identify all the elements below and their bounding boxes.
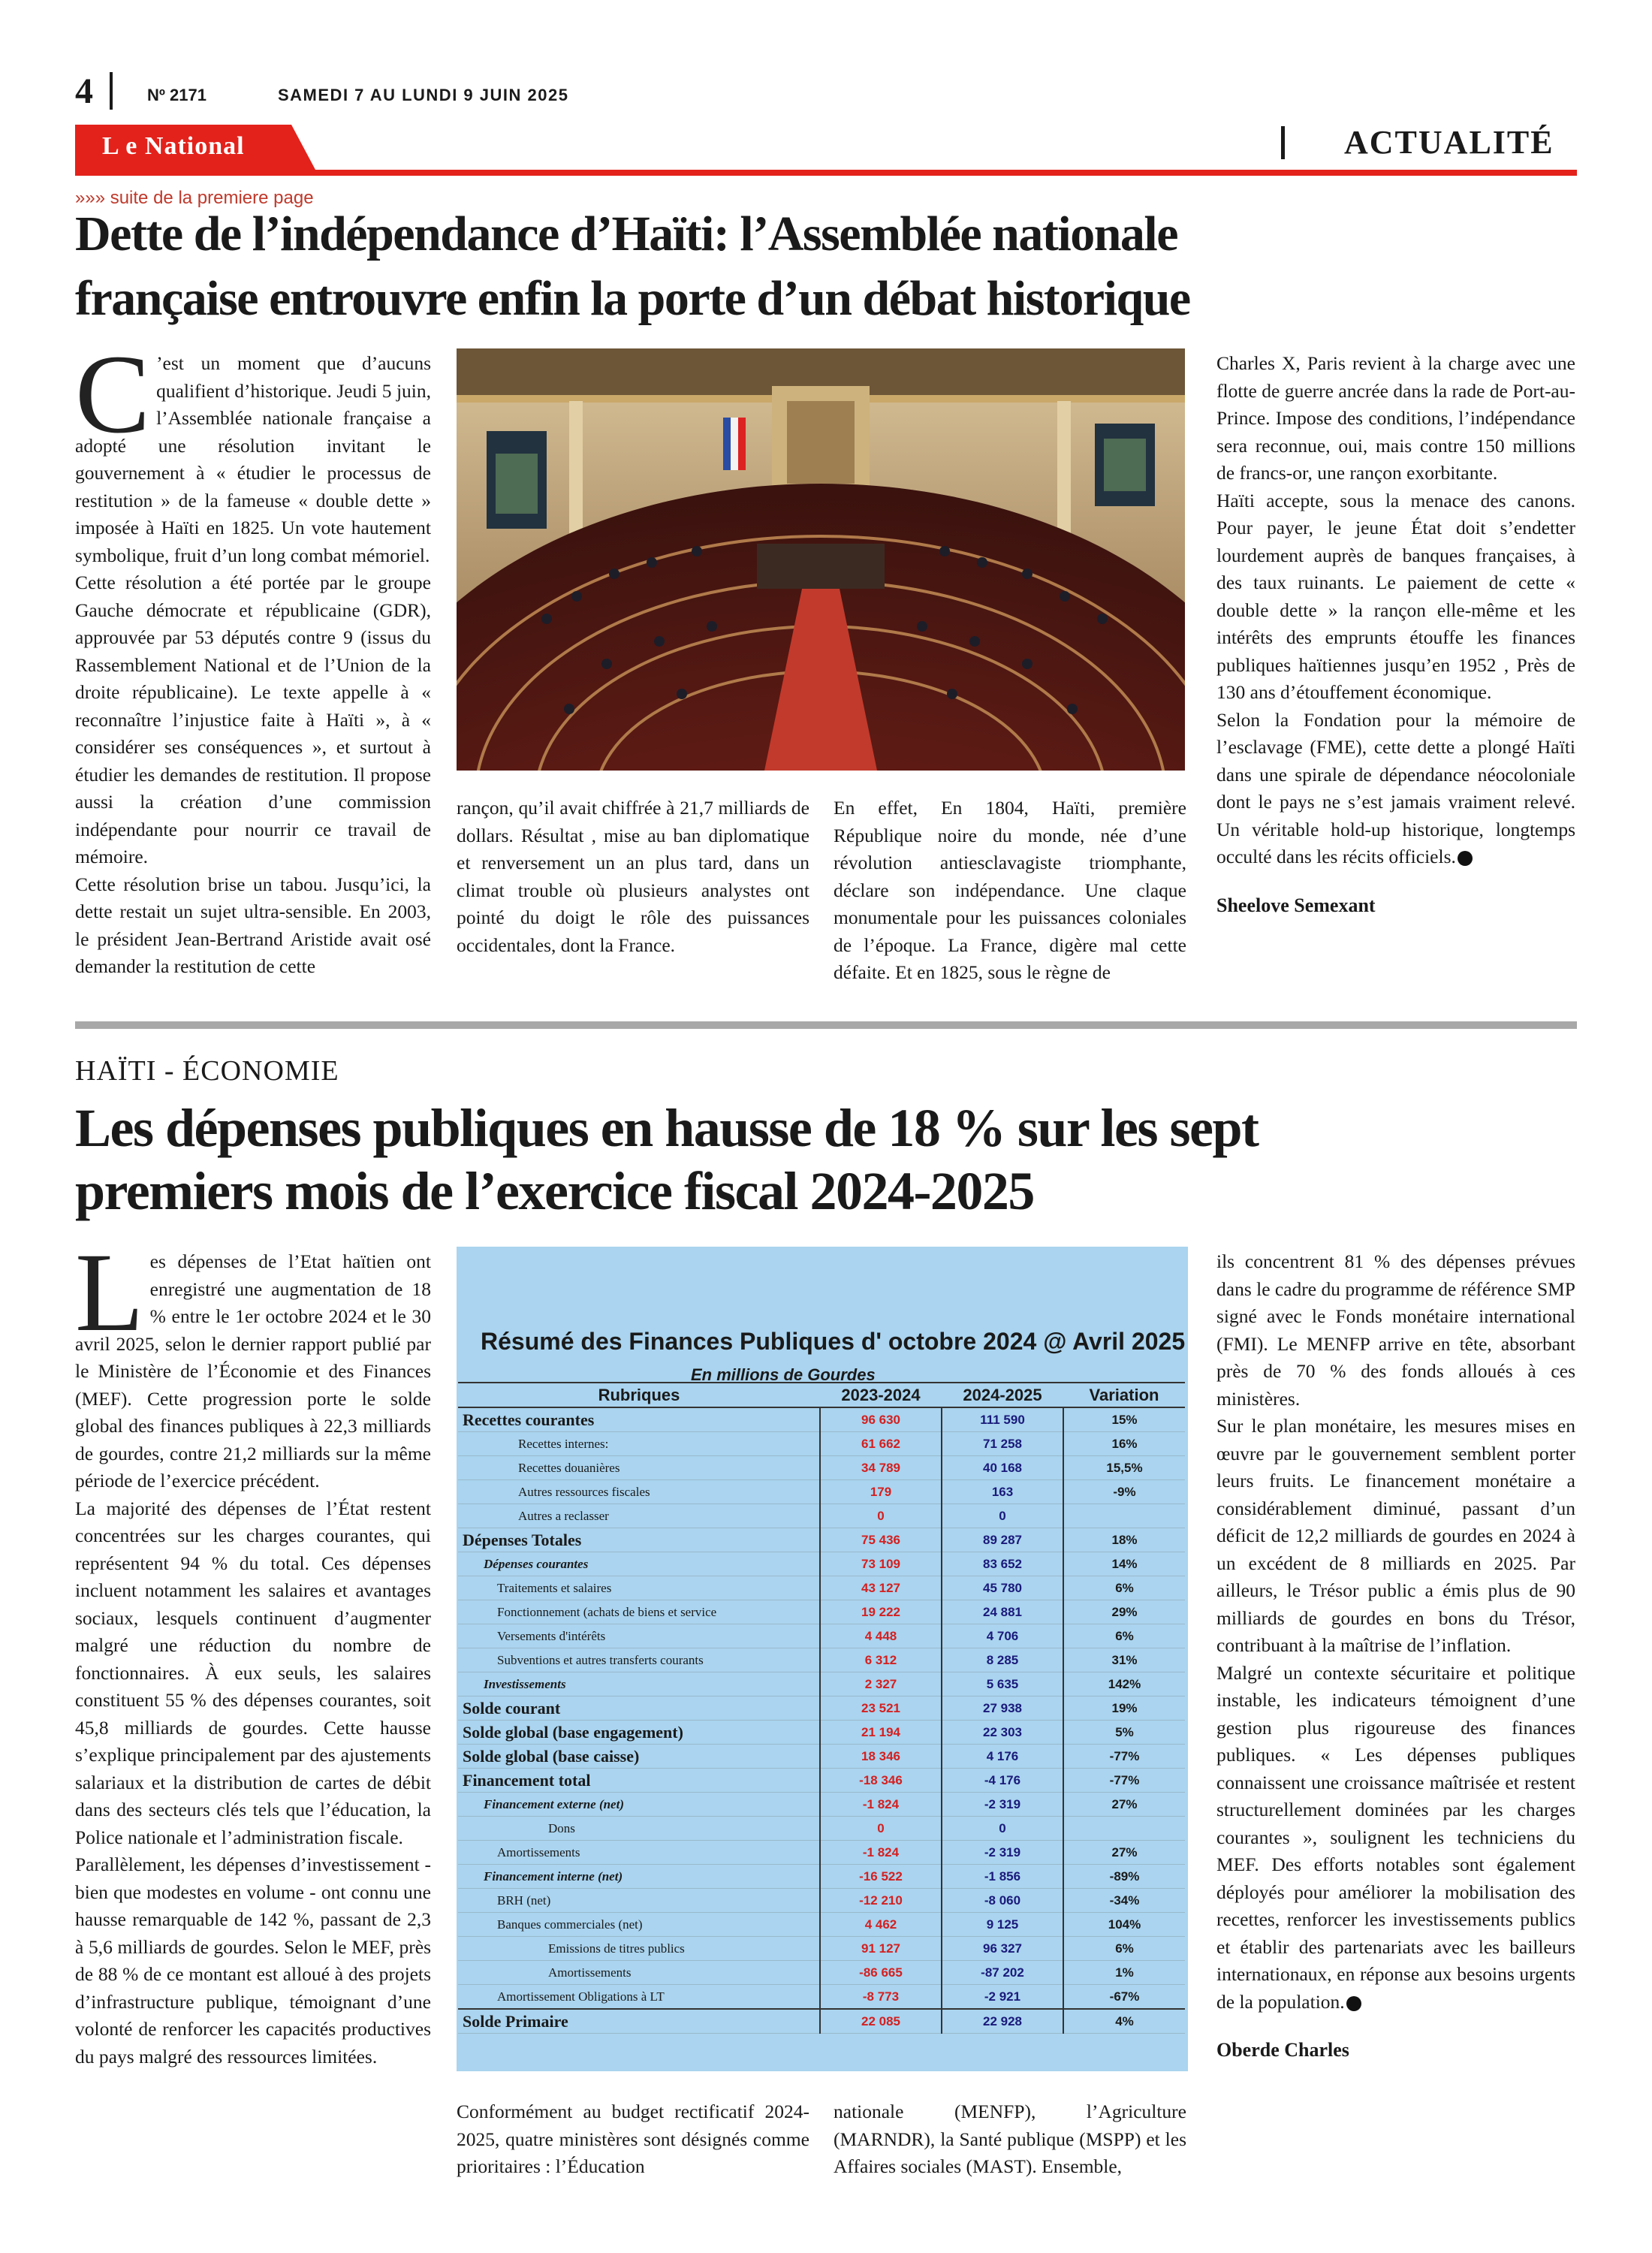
- value-2024-2025: 71 258: [942, 1432, 1063, 1456]
- value-2024-2025: 45 780: [942, 1576, 1063, 1600]
- article-divider: [75, 1021, 1577, 1029]
- value-2023-2024: -1 824: [820, 1793, 942, 1817]
- article1-paragraph: [1216, 707, 1575, 871]
- finance-table-row: [458, 1576, 1185, 1600]
- value-2023-2024: -86 665: [820, 1961, 942, 1985]
- value-2023-2024: 18 346: [820, 1745, 942, 1769]
- value-2023-2024: -12 210: [820, 1889, 942, 1913]
- article1-paragraph: Cette résolution a été portée par le groupe Gauche démocrate et républicaine (GDR), approuvée par 53 députés contre 9 (issus du Rassemblement National et de l’Union de la droite républicaine). Le texte appelle à « reconnaître l’injustice faite à Haïti », à « considérer ses conséquences », et surtout à étudier les demandes de restitution. Il propose aussi la création d’une commission indépendante pour nourrir ce travail de mémoire.: [75, 572, 431, 867]
- value-2023-2024: 75 436: [820, 1528, 942, 1552]
- finance-table-row: [458, 1600, 1185, 1624]
- finance-table-row: [458, 1528, 1185, 1552]
- article2-column-1: [75, 1230, 431, 2071]
- value-2024-2025: 22 303: [942, 1721, 1063, 1745]
- value-2023-2024: 73 109: [820, 1552, 942, 1576]
- value-variation: -9%: [1063, 1480, 1185, 1504]
- issue-number: Nº 2171: [147, 86, 206, 104]
- finance-table: [458, 1382, 1185, 2034]
- finance-table-row: [458, 1817, 1185, 1841]
- brand-logo-text: L e National: [102, 132, 245, 160]
- value-2024-2025: -87 202: [942, 1961, 1063, 1985]
- article1-lead-text: ’est un moment que d’aucuns qualifient d’historique. Jeudi 5 juin, l’Assemblée nationale française a adopté une résolution invitant le gouvernement à « étudier le processus de restitution » de la fameuse « double dette » imposée à Haïti en 1825. Un vote hautement symbolique, fruit d’un long combat mémoriel.: [75, 352, 431, 566]
- dropcap: L: [75, 1230, 144, 1355]
- value-2024-2025: 0: [942, 1817, 1063, 1841]
- value-2024-2025: 111 590: [942, 1407, 1063, 1432]
- value-2023-2024: 179: [820, 1480, 942, 1504]
- end-of-article-icon: [1346, 1996, 1361, 2011]
- value-2023-2024: 6 312: [820, 1648, 942, 1672]
- article2-author: Oberde Charles: [1216, 2039, 1349, 2061]
- value-variation: 16%: [1063, 1432, 1185, 1456]
- article2-column-3: [834, 2098, 1186, 2181]
- row-label: Dépenses Totales: [458, 1528, 820, 1552]
- finance-table-row: [458, 1913, 1185, 1937]
- row-label: Dépenses courantes: [458, 1552, 820, 1576]
- value-2023-2024: 0: [820, 1817, 942, 1841]
- value-2023-2024: 23 521: [820, 1697, 942, 1721]
- finance-table-row: [458, 1769, 1185, 1793]
- header-2023-2024: 2023-2024: [820, 1383, 942, 1407]
- article1-column-1: [75, 332, 431, 981]
- value-variation: 142%: [1063, 1672, 1185, 1697]
- row-label: Solde global (base engagement): [458, 1721, 820, 1745]
- value-2023-2024: 4 448: [820, 1624, 942, 1648]
- value-2023-2024: -8 773: [820, 1985, 942, 2010]
- value-2023-2024: 91 127: [820, 1937, 942, 1961]
- value-variation: 29%: [1063, 1600, 1185, 1624]
- finance-table-row: [458, 1432, 1185, 1456]
- finance-table-row: [458, 1937, 1185, 1961]
- row-label: Traitements et salaires: [458, 1576, 820, 1600]
- article1-paragraph: Haïti accepte, sous la menace des canons. Pour payer, le jeune État doit s’endetter lourdement auprès de banques françaises, à des taux ruinants. Le paiement de cette « double dette » la rançon elle-même et les intérêts des emprunts étouffe les finances publiques haïtiennes jusqu’en 1952 , Près de 130 ans d’étouffement économique.: [1216, 489, 1575, 703]
- article1-closing-text: Selon la Fondation pour la mémoire de l’esclavage (FME), cette dette a plongé Haïti dans une spirale de dépendance néocoloniale dont le pays ne s’est jamais vraiment relevé. Un véritable hold-up historique, longtemps occulté dans les récits officiels.: [1216, 708, 1575, 867]
- row-label: Banques commerciales (net): [458, 1913, 820, 1937]
- page-number-divider: [110, 72, 113, 110]
- row-label: Financement externe (net): [458, 1793, 820, 1817]
- header-variation: Variation: [1063, 1383, 1185, 1407]
- row-label: Amortissements: [458, 1961, 820, 1985]
- value-2024-2025: 4 706: [942, 1624, 1063, 1648]
- assembly-photo-image: [457, 348, 1185, 771]
- value-variation: 1%: [1063, 1961, 1185, 1985]
- article2-paragraph: nationale (MENFP), l’Agriculture (MARNDR), la Santé publique (MSPP) et les Affaires sociales (MAST). Ensemble,: [834, 2101, 1186, 2177]
- article1-column-2: [457, 795, 809, 959]
- value-2024-2025: -2 319: [942, 1841, 1063, 1865]
- continued-marker: »»» suite de la premiere page: [75, 188, 314, 208]
- finance-table-row: [458, 1985, 1185, 2010]
- value-2024-2025: -8 060: [942, 1889, 1063, 1913]
- finance-table-row: [458, 1456, 1185, 1480]
- value-2024-2025: 27 938: [942, 1697, 1063, 1721]
- row-label: Solde Primaire: [458, 2009, 820, 2034]
- header-rubriques: Rubriques: [458, 1383, 820, 1407]
- value-variation: -67%: [1063, 1985, 1185, 2010]
- article2-column-4: [1216, 1248, 1575, 2064]
- finance-table-row: [458, 1745, 1185, 1769]
- article2-paragraph: Conformément au budget rectificatif 2024-2025, quatre ministères sont désignés comme prioritaires : l’Éducation: [457, 2101, 809, 2177]
- value-2023-2024: 61 662: [820, 1432, 942, 1456]
- article1-column-4: [1216, 350, 1575, 919]
- value-2023-2024: 0: [820, 1504, 942, 1528]
- value-2023-2024: 19 222: [820, 1600, 942, 1624]
- value-2024-2025: 24 881: [942, 1600, 1063, 1624]
- row-label: Solde courant: [458, 1697, 820, 1721]
- finance-table-header-row: [458, 1383, 1185, 1407]
- finance-table-body: [458, 1407, 1185, 2034]
- row-label: Amortissement Obligations à LT: [458, 1985, 820, 2010]
- value-variation: 15%: [1063, 1407, 1185, 1432]
- finance-table-row: [458, 1721, 1185, 1745]
- section-divider: [1281, 126, 1285, 159]
- value-2023-2024: 2 327: [820, 1672, 942, 1697]
- value-2024-2025: 8 285: [942, 1648, 1063, 1672]
- row-label: BRH (net): [458, 1889, 820, 1913]
- finance-table-row: [458, 1504, 1185, 1528]
- article1-paragraph: En effet, En 1804, Haïti, première République noire du monde, née d’une révolution antiesclavagiste triomphante, déclare son indépendance. Une claque monumentale pour les puissances coloniales de l’époque. La France, digère mal cette défaite. Et en 1825, sous le règne de: [834, 797, 1186, 983]
- finance-table-subtitle: En millions de Gourdes: [691, 1365, 876, 1384]
- finance-table-row: [458, 1480, 1185, 1504]
- value-2024-2025: 40 168: [942, 1456, 1063, 1480]
- finance-table-row: [458, 1697, 1185, 1721]
- row-label: Recettes courantes: [458, 1407, 820, 1432]
- value-2023-2024: -16 522: [820, 1865, 942, 1889]
- article2-paragraph: [75, 1230, 431, 1495]
- row-label: Solde global (base caisse): [458, 1745, 820, 1769]
- value-2023-2024: -1 824: [820, 1841, 942, 1865]
- finance-table-row: [458, 1961, 1185, 1985]
- value-2024-2025: 9 125: [942, 1913, 1063, 1937]
- finance-table-row: [458, 1407, 1185, 1432]
- end-of-article-icon: [1458, 851, 1473, 866]
- value-variation: -34%: [1063, 1889, 1185, 1913]
- value-variation: 27%: [1063, 1841, 1185, 1865]
- row-label: Recettes internes:: [458, 1432, 820, 1456]
- article2-closing-text: Malgré un contexte sécuritaire et politique instable, les indicateurs témoignent d’une gestion plus rigoureuse des finances publiques. « Les dépenses publiques connaissent une croissance maîtrisée et restent structurellement dominées par les charges courantes », soulignent les techniciens du MEF. Des efforts notables sont également déployés pour améliorer la mobilisation des recettes, renforcer les investissements publics et établir des partenariats avec les bailleurs internationaux, en réponse aux besoins urgents de la population.: [1216, 1661, 1575, 2013]
- row-label: Financement total: [458, 1769, 820, 1793]
- value-2023-2024: -18 346: [820, 1769, 942, 1793]
- article1-author: Sheelove Semexant: [1216, 894, 1376, 916]
- article1-paragraph: Charles X, Paris revient à la charge avec une flotte de guerre ancrée dans la rade de Port-au-Prince. Impose des conditions, l’indépendance sera reconnue, oui, mais contre 150 millions de francs-or, une rançon exorbitante.: [1216, 352, 1575, 484]
- value-variation: 4%: [1063, 2009, 1185, 2034]
- value-variation: 6%: [1063, 1937, 1185, 1961]
- value-2023-2024: 43 127: [820, 1576, 942, 1600]
- value-variation: 5%: [1063, 1721, 1185, 1745]
- value-2024-2025: 89 287: [942, 1528, 1063, 1552]
- article1-paragraph: rançon, qu’il avait chiffrée à 21,7 milliards de dollars. Résultat , mise au ban diplomatique et renversement un an plus tard, dans un climat trouble où plusieurs analystes ont pointé du doigt le rôle des puissances occidentales, dont la France.: [457, 797, 809, 956]
- article1-paragraph: Cette résolution brise un tabou. Jusqu’ici, la dette restait un sujet ultra-sensible. En 2003, le président Jean-Bertrand Aristide avait osé demander la restitution de cette: [75, 873, 431, 977]
- finance-table-row: [458, 1672, 1185, 1697]
- section-name: ACTUALITÉ: [1344, 124, 1554, 161]
- header-rule: [75, 170, 1577, 176]
- value-variation: 27%: [1063, 1793, 1185, 1817]
- row-label: Recettes douanières: [458, 1456, 820, 1480]
- finance-table-row: [458, 1889, 1185, 1913]
- row-label: Investissements: [458, 1672, 820, 1697]
- article2-paragraph: ils concentrent 81 % des dépenses prévues dans le cadre du programme de référence SMP signé avec le Fonds monétaire international (FMI). Le MENFP arrive en tête, absorbant près de 70 % des fonds alloués à ces ministères.: [1216, 1250, 1575, 1410]
- value-variation: 6%: [1063, 1624, 1185, 1648]
- article2-column-2: [457, 2098, 809, 2181]
- assembly-photo: [457, 348, 1185, 771]
- row-label: Autres a reclasser: [458, 1504, 820, 1528]
- value-2024-2025: 5 635: [942, 1672, 1063, 1697]
- article1-title-line2: française entrouvre enfin la porte d’un débat historique: [75, 271, 1190, 326]
- finance-table-row: [458, 1841, 1185, 1865]
- finance-table-row: [458, 1552, 1185, 1576]
- value-2024-2025: -2 921: [942, 1985, 1063, 2010]
- row-label: Amortissements: [458, 1841, 820, 1865]
- finance-table-row: [458, 1793, 1185, 1817]
- finance-table-row: [458, 1865, 1185, 1889]
- value-variation: -89%: [1063, 1865, 1185, 1889]
- value-variation: 15,5%: [1063, 1456, 1185, 1480]
- article1-title-line1: Dette de l’indépendance d’Haïti: l’Assemblée nationale: [75, 207, 1178, 261]
- value-2023-2024: 21 194: [820, 1721, 942, 1745]
- value-variation: 104%: [1063, 1913, 1185, 1937]
- row-label: Autres ressources fiscales: [458, 1480, 820, 1504]
- article2-paragraph: Sur le plan monétaire, les mesures mises en œuvre par le gouvernement semblent porter leurs fruits. Le financement monétaire a considérablement diminué, passant d’un déficit de 12,2 milliards de gourdes en 2024 à un excédent de 8 milliards en 2025. Par ailleurs, le Trésor public a émis plus de 90 milliards de gourdes en bons du Trésor, contribuant à la maîtrise de l’inflation.: [1216, 1415, 1575, 1656]
- value-2024-2025: 4 176: [942, 1745, 1063, 1769]
- article2-lead-text: es dépenses de l’Etat haïtien ont enregistré une augmentation de 18 % entre le 1er octobre 2024 et le 30 avril 2025, selon le dernier rapport publié par le Ministère de l’Économie et des Finances (MEF). Cette progression porte le solde global des finances publiques à 22,3 milliards de gourdes, contre 21,2 milliards sur la même période de l’exercice précédent.: [75, 1250, 431, 1491]
- value-2023-2024: 4 462: [820, 1913, 942, 1937]
- row-label: Financement interne (net): [458, 1865, 820, 1889]
- article2-paragraph: La majorité des dépenses de l’État restent concentrées sur les charges courantes, qui représentent 94 % du total. Ces dépenses incluent notamment les salaires et avantages sociaux, lesquels continuent d’augmenter malgré une réduction du nombre de fonctionnaires. À eux seuls, les salaires constituent 55 % des dépenses courantes, soit 45,8 milliards de gourdes. Cette hausse s’explique principalement par des ajustements salariaux et la distribution de cartes de débit dans des secteurs clés tels que l’éducation, la Police nationale et l’administration fiscale.: [75, 1497, 431, 1848]
- value-variation: [1063, 1504, 1185, 1528]
- article2-paragraph: Parallèlement, les dépenses d’investissement - bien que modestes en volume - ont connu une hausse remarquable de 142 %, passant de 2,3 à 5,6 milliards de gourdes. Selon le MEF, près de 88 % de ce montant est alloué à des projets d’infrastructure publique, témoignant d’une volonté de renforcer les capacités productives du pays malgré des ressources limitées.: [75, 1853, 431, 2068]
- row-label: Emissions de titres publics: [458, 1937, 820, 1961]
- value-variation: -77%: [1063, 1769, 1185, 1793]
- value-2024-2025: -2 319: [942, 1793, 1063, 1817]
- dateline: SAMEDI 7 AU LUNDI 9 JUIN 2025: [278, 86, 569, 104]
- dropcap: C: [75, 332, 151, 457]
- value-2023-2024: 34 789: [820, 1456, 942, 1480]
- page-number: 4: [75, 71, 93, 111]
- article2-kicker: HAÏTI - ÉCONOMIE: [75, 1055, 339, 1087]
- value-variation: 18%: [1063, 1528, 1185, 1552]
- value-2024-2025: 96 327: [942, 1937, 1063, 1961]
- article2-paragraph: [1216, 1660, 1575, 2016]
- finance-table-row: [458, 2009, 1185, 2034]
- finance-table-row: [458, 1648, 1185, 1672]
- value-2023-2024: 22 085: [820, 2009, 942, 2034]
- row-label: Subventions et autres transferts courants: [458, 1648, 820, 1672]
- value-2024-2025: 83 652: [942, 1552, 1063, 1576]
- value-variation: 6%: [1063, 1576, 1185, 1600]
- article1-column-3: [834, 795, 1186, 987]
- article2-title-line1: Les dépenses publiques en hausse de 18 % sur les sept: [75, 1098, 1259, 1158]
- finance-table-row: [458, 1624, 1185, 1648]
- header-2024-2025: 2024-2025: [942, 1383, 1063, 1407]
- row-label: Versements d'intérêts: [458, 1624, 820, 1648]
- row-label: Dons: [458, 1817, 820, 1841]
- value-2024-2025: -1 856: [942, 1865, 1063, 1889]
- finance-table-title: Résumé des Finances Publiques d' octobre 2024 @ Avril 2025: [481, 1328, 1186, 1355]
- value-2023-2024: 96 630: [820, 1407, 942, 1432]
- article1-paragraph: [75, 332, 431, 569]
- value-2024-2025: 163: [942, 1480, 1063, 1504]
- value-variation: 31%: [1063, 1648, 1185, 1672]
- value-variation: 14%: [1063, 1552, 1185, 1576]
- value-variation: -77%: [1063, 1745, 1185, 1769]
- value-2024-2025: -4 176: [942, 1769, 1063, 1793]
- row-label: Fonctionnement (achats de biens et service: [458, 1600, 820, 1624]
- value-variation: 19%: [1063, 1697, 1185, 1721]
- value-2024-2025: 22 928: [942, 2009, 1063, 2034]
- value-variation: [1063, 1817, 1185, 1841]
- article2-title-line2: premiers mois de l’exercice fiscal 2024-2025: [75, 1161, 1034, 1221]
- value-2024-2025: 0: [942, 1504, 1063, 1528]
